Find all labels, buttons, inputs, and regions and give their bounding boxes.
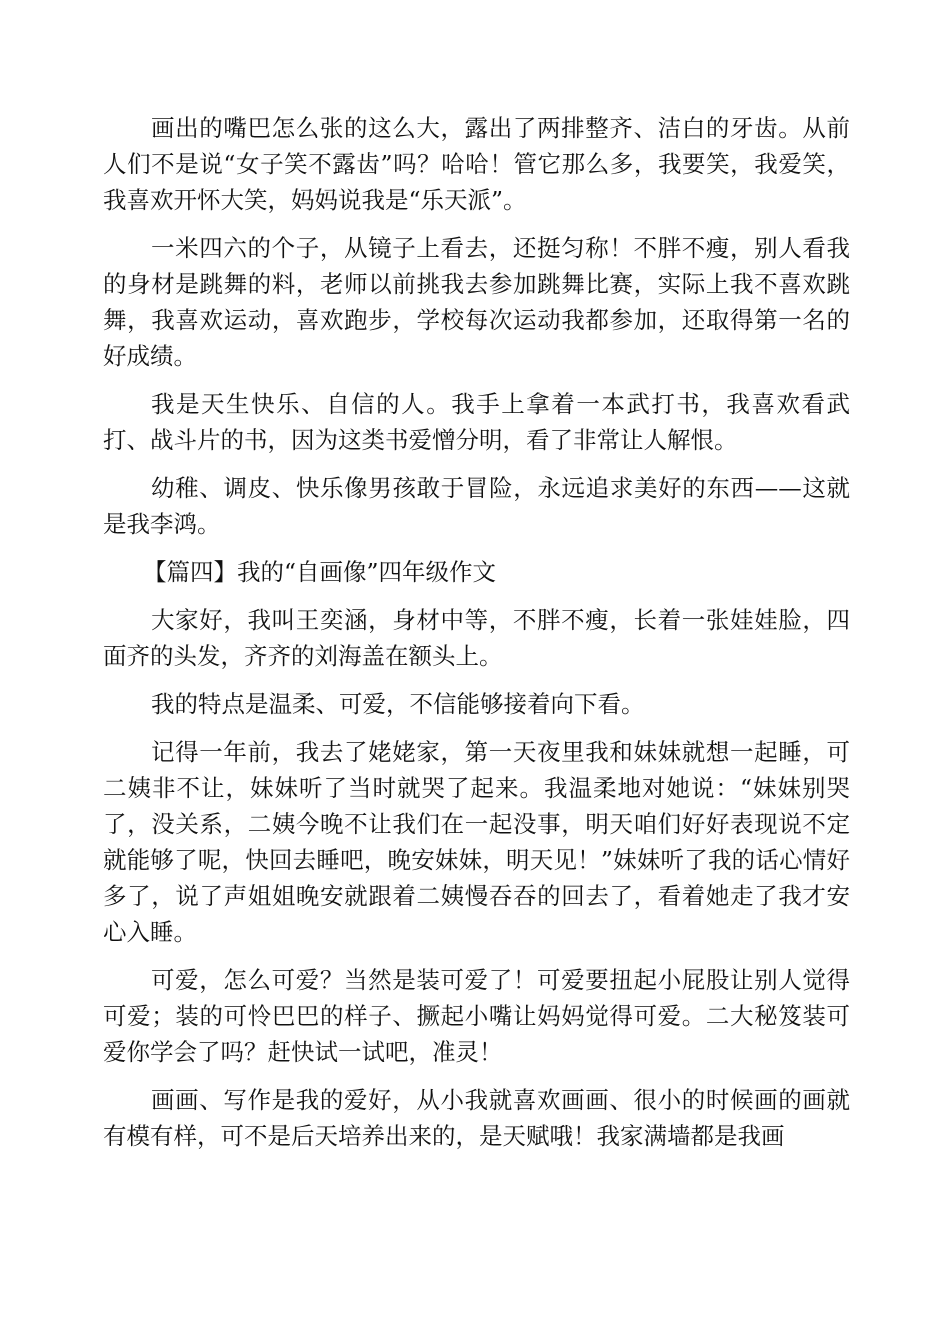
paragraph-hobby: 画画、写作是我的爱好，从小我就喜欢画画、很小的时候画的画就有模有样，可不是后天培养出来的，是天赋哦！我家满墙都是我画 [103, 1086, 850, 1150]
document-body [103, 110, 850, 1166]
paragraph-traits: 我的特点是温柔、可爱，不信能够接着向下看。 [151, 690, 645, 718]
section-heading: 【篇四】我的“自画像”四年级作文 [143, 558, 497, 586]
paragraph-summary: 幼稚、调皮、快乐像男孩敢于冒险，永远追求美好的东西——这就是我李鸿。 [103, 474, 850, 538]
paragraph-book: 我是天生快乐、自信的人。我手上拿着一本武打书，我喜欢看武打、战斗片的书，因为这类书爱憎分明，看了非常让人解恨。 [103, 390, 850, 454]
paragraph-intro: 大家好，我叫王奕涵，身材中等，不胖不瘦，长着一张娃娃脸，四面齐的头发，齐齐的刘海盖在额头上。 [103, 606, 850, 670]
paragraph-smile: 画出的嘴巴怎么张的这么大，露出了两排整齐、洁白的牙齿。从前人们不是说“女子笑不露齿”吗？哈哈！管它那么多，我要笑，我爱笑，我喜欢开怀大笑，妈妈说我是“乐天派”。 [103, 114, 850, 214]
paragraph-height: 一米四六的个子，从镜子上看去，还挺匀称！不胖不瘦，别人看我的身材是跳舞的料，老师以前挑我去参加跳舞比赛，实际上我不喜欢跳舞，我喜欢运动，喜欢跑步，学校每次运动我都参加，还取得第一名的好成绩。 [103, 234, 850, 370]
paragraph-story: 记得一年前，我去了姥姥家，第一天夜里我和妹妹就想一起睡，可二姨非不让，妹妹听了当时就哭了起来。我温柔地对她说：“妹妹别哭了，没关系，二姨今晚不让我们在一起没事，明天咱们好好表现说不定就能够了呢，快回去睡吧，晚安妹妹，明天见！”妹妹听了我的话心情好多了，说了声姐姐晚安就跟着二姨慢吞吞的回去了，看着她走了我才安心入睡。 [103, 738, 850, 946]
paragraph-cute: 可爱，怎么可爱？当然是装可爱了！可爱要扭起小屁股让别人觉得可爱；装的可怜巴巴的样子、撅起小嘴让妈妈觉得可爱。二大秘笈装可爱你学会了吗？赶快试一试吧，准灵！ [103, 966, 850, 1066]
